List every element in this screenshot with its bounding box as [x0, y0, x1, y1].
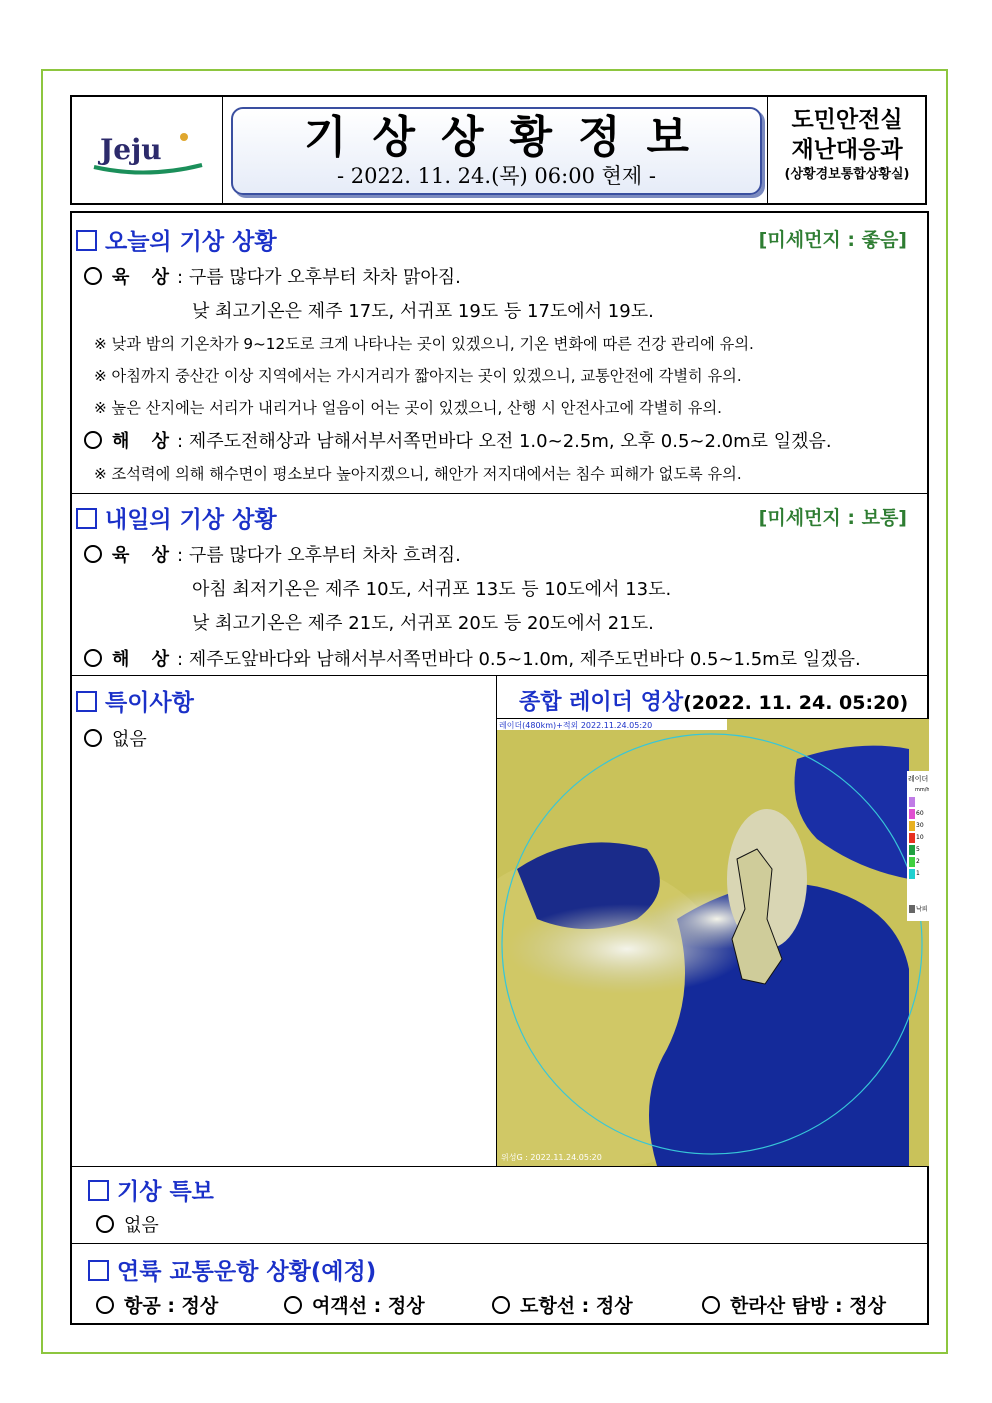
special-item: 없음 [112, 729, 147, 750]
radar-legend-value: 5 [916, 846, 920, 853]
dept-line2: 재난대응과 [791, 137, 903, 163]
radar-legend-value: 60 [916, 810, 924, 817]
title-box [231, 107, 762, 195]
checkbox-square-icon [88, 1180, 109, 1201]
radar-legend-value: 10 [916, 834, 924, 841]
circle-bullet-icon [84, 267, 102, 285]
transport-item-ferry [284, 1291, 425, 1318]
special-heading-label: 특이사항 [105, 690, 194, 716]
radar-image [497, 718, 929, 1167]
tomorrow-sea-row [84, 645, 861, 671]
today-dust: [미세먼지 : 좋음] [758, 229, 907, 251]
radar-title-label: 종합 레이더 영상 [519, 690, 684, 715]
jeju-logo [72, 97, 222, 203]
today-land-line2: 낮 최고기온은 제주 17도, 서귀포 19도 등 17도에서 19도. [192, 301, 654, 322]
today-land-row [84, 263, 461, 289]
transport-item-label: 한라산 탐방 : 정상 [730, 1295, 886, 1317]
radar-caption-top: 레이더(480km)+적외 2022.11.24.05:20 [499, 721, 653, 730]
warning-item-row [96, 1211, 159, 1237]
checkbox-square-icon [76, 508, 97, 529]
transport-item-label: 항공 : 정상 [124, 1295, 219, 1317]
radar-caption-bottom: 위성G : 2022.11.24.05:20 [501, 1153, 602, 1162]
circle-bullet-icon [284, 1296, 302, 1314]
body-table [70, 211, 929, 1325]
dept-line1: 도민안전실 [791, 107, 903, 133]
radar-title [519, 685, 908, 716]
today-land-line1: : 구름 많다가 오후부터 차차 맑아짐. [177, 267, 461, 288]
radar-map-svg [497, 719, 929, 1166]
tomorrow-dust: [미세먼지 : 보통] [758, 507, 907, 529]
checkbox-square-icon [76, 230, 97, 251]
divider [72, 493, 927, 494]
logo-text: Jeju [100, 133, 162, 166]
radar-legend-value: 30 [916, 822, 924, 829]
today-note1: ※ 낮과 밤의 기온차가 9~12도로 크게 나타나는 곳이 있겠으니, 기온 변화에 따른 건강 관리에 유의. [94, 335, 754, 353]
circle-bullet-icon [84, 649, 102, 667]
dept-cell [767, 97, 926, 203]
circle-bullet-icon [96, 1215, 114, 1233]
today-heading-label: 오늘의 기상 상황 [105, 229, 277, 255]
tomorrow-heading-label: 내일의 기상 상황 [105, 507, 277, 533]
tomorrow-land-line2: 아침 최저기온은 제주 10도, 서귀포 13도 등 10도에서 13도. [192, 579, 672, 600]
radar-legend-value: 1 [916, 870, 920, 877]
radar-legend-value: 2 [916, 858, 920, 865]
radar-legend-lightning: 낙뢰 [916, 906, 928, 913]
circle-bullet-icon [84, 545, 102, 563]
today-sea-row [84, 427, 832, 453]
radar-legend-unit: mm/h [915, 787, 929, 793]
logo-cell [72, 97, 223, 203]
divider [72, 675, 927, 676]
special-item-row [84, 725, 147, 751]
circle-bullet-icon [84, 729, 102, 747]
circle-bullet-icon [96, 1296, 114, 1314]
radar-time: (2022. 11. 24. 05:20) [683, 692, 909, 714]
title-cell [222, 97, 767, 203]
today-heading [76, 223, 277, 256]
tomorrow-land-line3: 낮 최고기온은 제주 21도, 서귀포 20도 등 20도에서 21도. [192, 613, 654, 634]
transport-heading-label: 연륙 교통운항 상황(예정) [117, 1259, 377, 1285]
checkbox-square-icon [88, 1260, 109, 1281]
dept-line3: (상황경보통합상황실) [784, 167, 910, 182]
warning-heading [88, 1173, 214, 1206]
today-note3: ※ 높은 산지에는 서리가 내리거나 얼음이 어는 곳이 있겠으니, 산행 시 안전사고에 각별히 유의. [94, 399, 722, 417]
page-subtitle: - 2022. 11. 24.(목) 06:00 현제 - [337, 164, 656, 188]
transport-heading [88, 1253, 376, 1286]
transport-item-island-ferry [492, 1291, 633, 1318]
header-table [70, 95, 927, 205]
tomorrow-land-label: 육 상 [112, 545, 178, 566]
tomorrow-sea-line: : 제주도앞바다와 남해서부서쪽먼바다 0.5~1.0m, 제주도먼바다 0.5~1.5m로 일겠음. [177, 649, 861, 670]
divider [72, 1243, 927, 1244]
today-land-label: 육 상 [112, 267, 178, 288]
divider [72, 1166, 927, 1167]
checkbox-square-icon [76, 691, 97, 712]
transport-item-label: 도항선 : 정상 [520, 1295, 633, 1317]
circle-bullet-icon [84, 431, 102, 449]
today-sea-line: : 제주도전해상과 남해서부서쪽먼바다 오전 1.0~2.5m, 오후 0.5~2.0m로 일겠음. [177, 431, 832, 452]
warning-heading-label: 기상 특보 [117, 1179, 214, 1205]
page-title: 기상상황정보 [303, 112, 716, 163]
tomorrow-land-row [84, 541, 461, 567]
today-note4: ※ 조석력에 의해 해수면이 평소보다 높아지겠으니, 해안가 저지대에서는 침수 피해가 없도록 유의. [94, 465, 742, 483]
warning-item: 없음 [124, 1215, 159, 1236]
tomorrow-sea-label: 해 상 [112, 649, 178, 670]
radar-legend-title: 레이더 [908, 775, 929, 783]
circle-bullet-icon [492, 1296, 510, 1314]
tomorrow-land-line1: : 구름 많다가 오후부터 차차 흐려짐. [177, 545, 461, 566]
today-note2: ※ 아침까지 중산간 이상 지역에서는 가시거리가 짧아지는 곳이 있겠으니, 교통안전에 각별히 유의. [94, 367, 742, 385]
circle-bullet-icon [702, 1296, 720, 1314]
transport-item-hallasan [702, 1291, 886, 1318]
today-sea-label: 해 상 [112, 431, 178, 452]
transport-item-air [96, 1291, 218, 1318]
special-heading [76, 684, 194, 717]
transport-item-label: 여객선 : 정상 [312, 1295, 425, 1317]
tomorrow-heading [76, 501, 277, 534]
